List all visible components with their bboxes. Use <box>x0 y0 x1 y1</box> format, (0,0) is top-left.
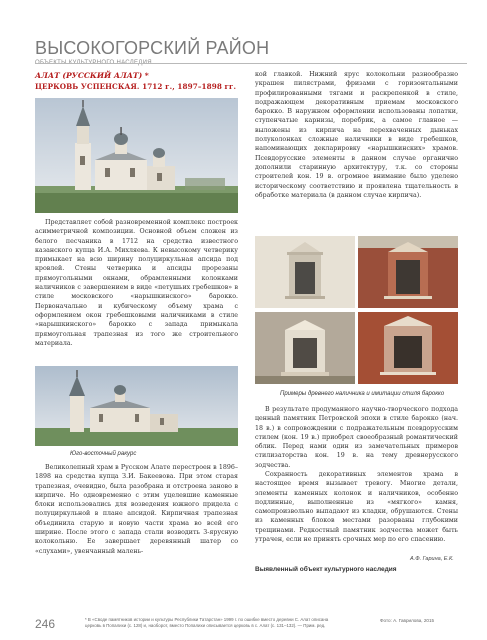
church-photo-top <box>35 98 238 213</box>
left-paragraph-2: Великолепный храм в Русском Алате перестроен в 1896–1898 на средства купца З.И. Бакеевова. При этом старая трапезная, очевидно, была разобрана и отстроена заново в кирпиче. Но одновременно с этим уцелевшие каменные блоки использовались для возведения южного придела с полуциркульной в плане апсидой. Кирпичная трапезная объединила старую и новую части храма во всей его ширине. После этого с запада стали возводить 3-ярусную колокольню. Ее завершает деревянный шатер со «слухами», увенчанный малень- <box>35 464 238 555</box>
left-column <box>35 70 238 92</box>
photo-caption-southeast: Юго-восточный ракурс <box>70 451 137 457</box>
right-paragraph-1: кой главкой. Нижний ярус колокольни разнообразно украшен пилястрами, фризами с горизонтальными профилированными тягами и раскрепенкой в стиле, подражающем декоративным приемам московского барокко. В наружном оформлении использованы лопатки, ступенчатые карнизы, поребрик, а самое главное — выложены из кирпича на перехваченных дыньках полуколонках сложные наличники в виде гребешков, напоминающих декларировку «нарышкинских» храмов. Псевдорусские элементы в данном случае органично дополнили старинную архитектуру, т.к. со стороны строителей кон. 19 в. огромное внимание было уделено историческому соответствию и проявлена тщательность в обработке материала (в данном случае кирпича). <box>255 71 458 199</box>
window-photo-1 <box>255 236 355 308</box>
left-paragraph-1: Представляет собой разновременной комплекс построек асимметричной композиции. Основной объем сложен из белого песчаника в 1712 на средства известного казанского купца И.А. Михляева. К невысокому четверику примыкает на всю ширину полуциркульная апсида под кровлей. Стены четверика и апсиды прорезаны прямоугольными окнами, обрамленными колонками наличников с завершением в виде «петушьих гребешков» в стиле московского «нарышкинского» барокко. Первоначально и кубическому объему храма с оформлением окон гребешковыми наличниками в стиле «нарышкинского» барокко с запада примыкала прямоугольная трапезная из того же строительного материала. <box>35 219 238 347</box>
author-signature: А.Ф. Гарина, Е.К. <box>410 556 454 562</box>
page-header <box>35 38 465 66</box>
footnote: * В «Своде памятников истории и культуры Республики Татарстан» 1999 г. по ошибке вместо деревни С. Алат описана церковь в Попалихи (с. 128) и, наоборот, вместо Попалихи описывается церковь в с. Алат (с. 131–132). — Прим. ред. <box>85 617 329 628</box>
window-photo-3 <box>255 312 355 384</box>
village-name: АЛАТ (РУССКИЙ АЛАТ) * <box>35 71 149 80</box>
identified-object-note: Выявленный объект культурного наследия <box>255 566 397 573</box>
photo-credit: Фото: А. Гаврилова, 2015 <box>380 618 435 623</box>
district-title: ВЫСОКОГОРСКИЙ РАЙОН <box>35 38 270 58</box>
church-photo-bottom <box>35 366 238 446</box>
church-title: ЦЕРКОВЬ УСПЕНСКАЯ. 1712 г., 1897–1898 гг. <box>35 82 237 91</box>
photo-caption-windows: Примеры древнего наличника и имитации стиля барокко <box>280 391 445 397</box>
window-photo-2 <box>358 236 458 308</box>
page-number: 246 <box>35 617 56 631</box>
window-photo-4 <box>358 312 458 384</box>
right-paragraph-3: Сохранность декоративных элементов храма в настоящее время вызывает тревогу. Многие детали, элементы каменных колонок и наличников, особенно подлинные, выполненные из «мягкого» камня, самопроизвольно выпадают из кладки, обрушаются. Стены из каменных блоков местами разорваны глубокими трещинами. Редкостный памятник зодчества может быть утрачен, если не принять срочных мер по его спасению. <box>255 471 458 544</box>
header-rule <box>35 63 467 64</box>
right-paragraph-2: В результате продуманного научно-творческого подхода ценный памятник Петровской эпохи в стиле барокко (нач. 18 в.) в сопровождении с подражательным псевдорусским стилем (кон. 19 в.) приобрел своеобразный романтический облик. Перед нами один из замечательных примеров стилизаторства кон. 19 в. на тему древнерусского зодчества. <box>255 406 458 469</box>
